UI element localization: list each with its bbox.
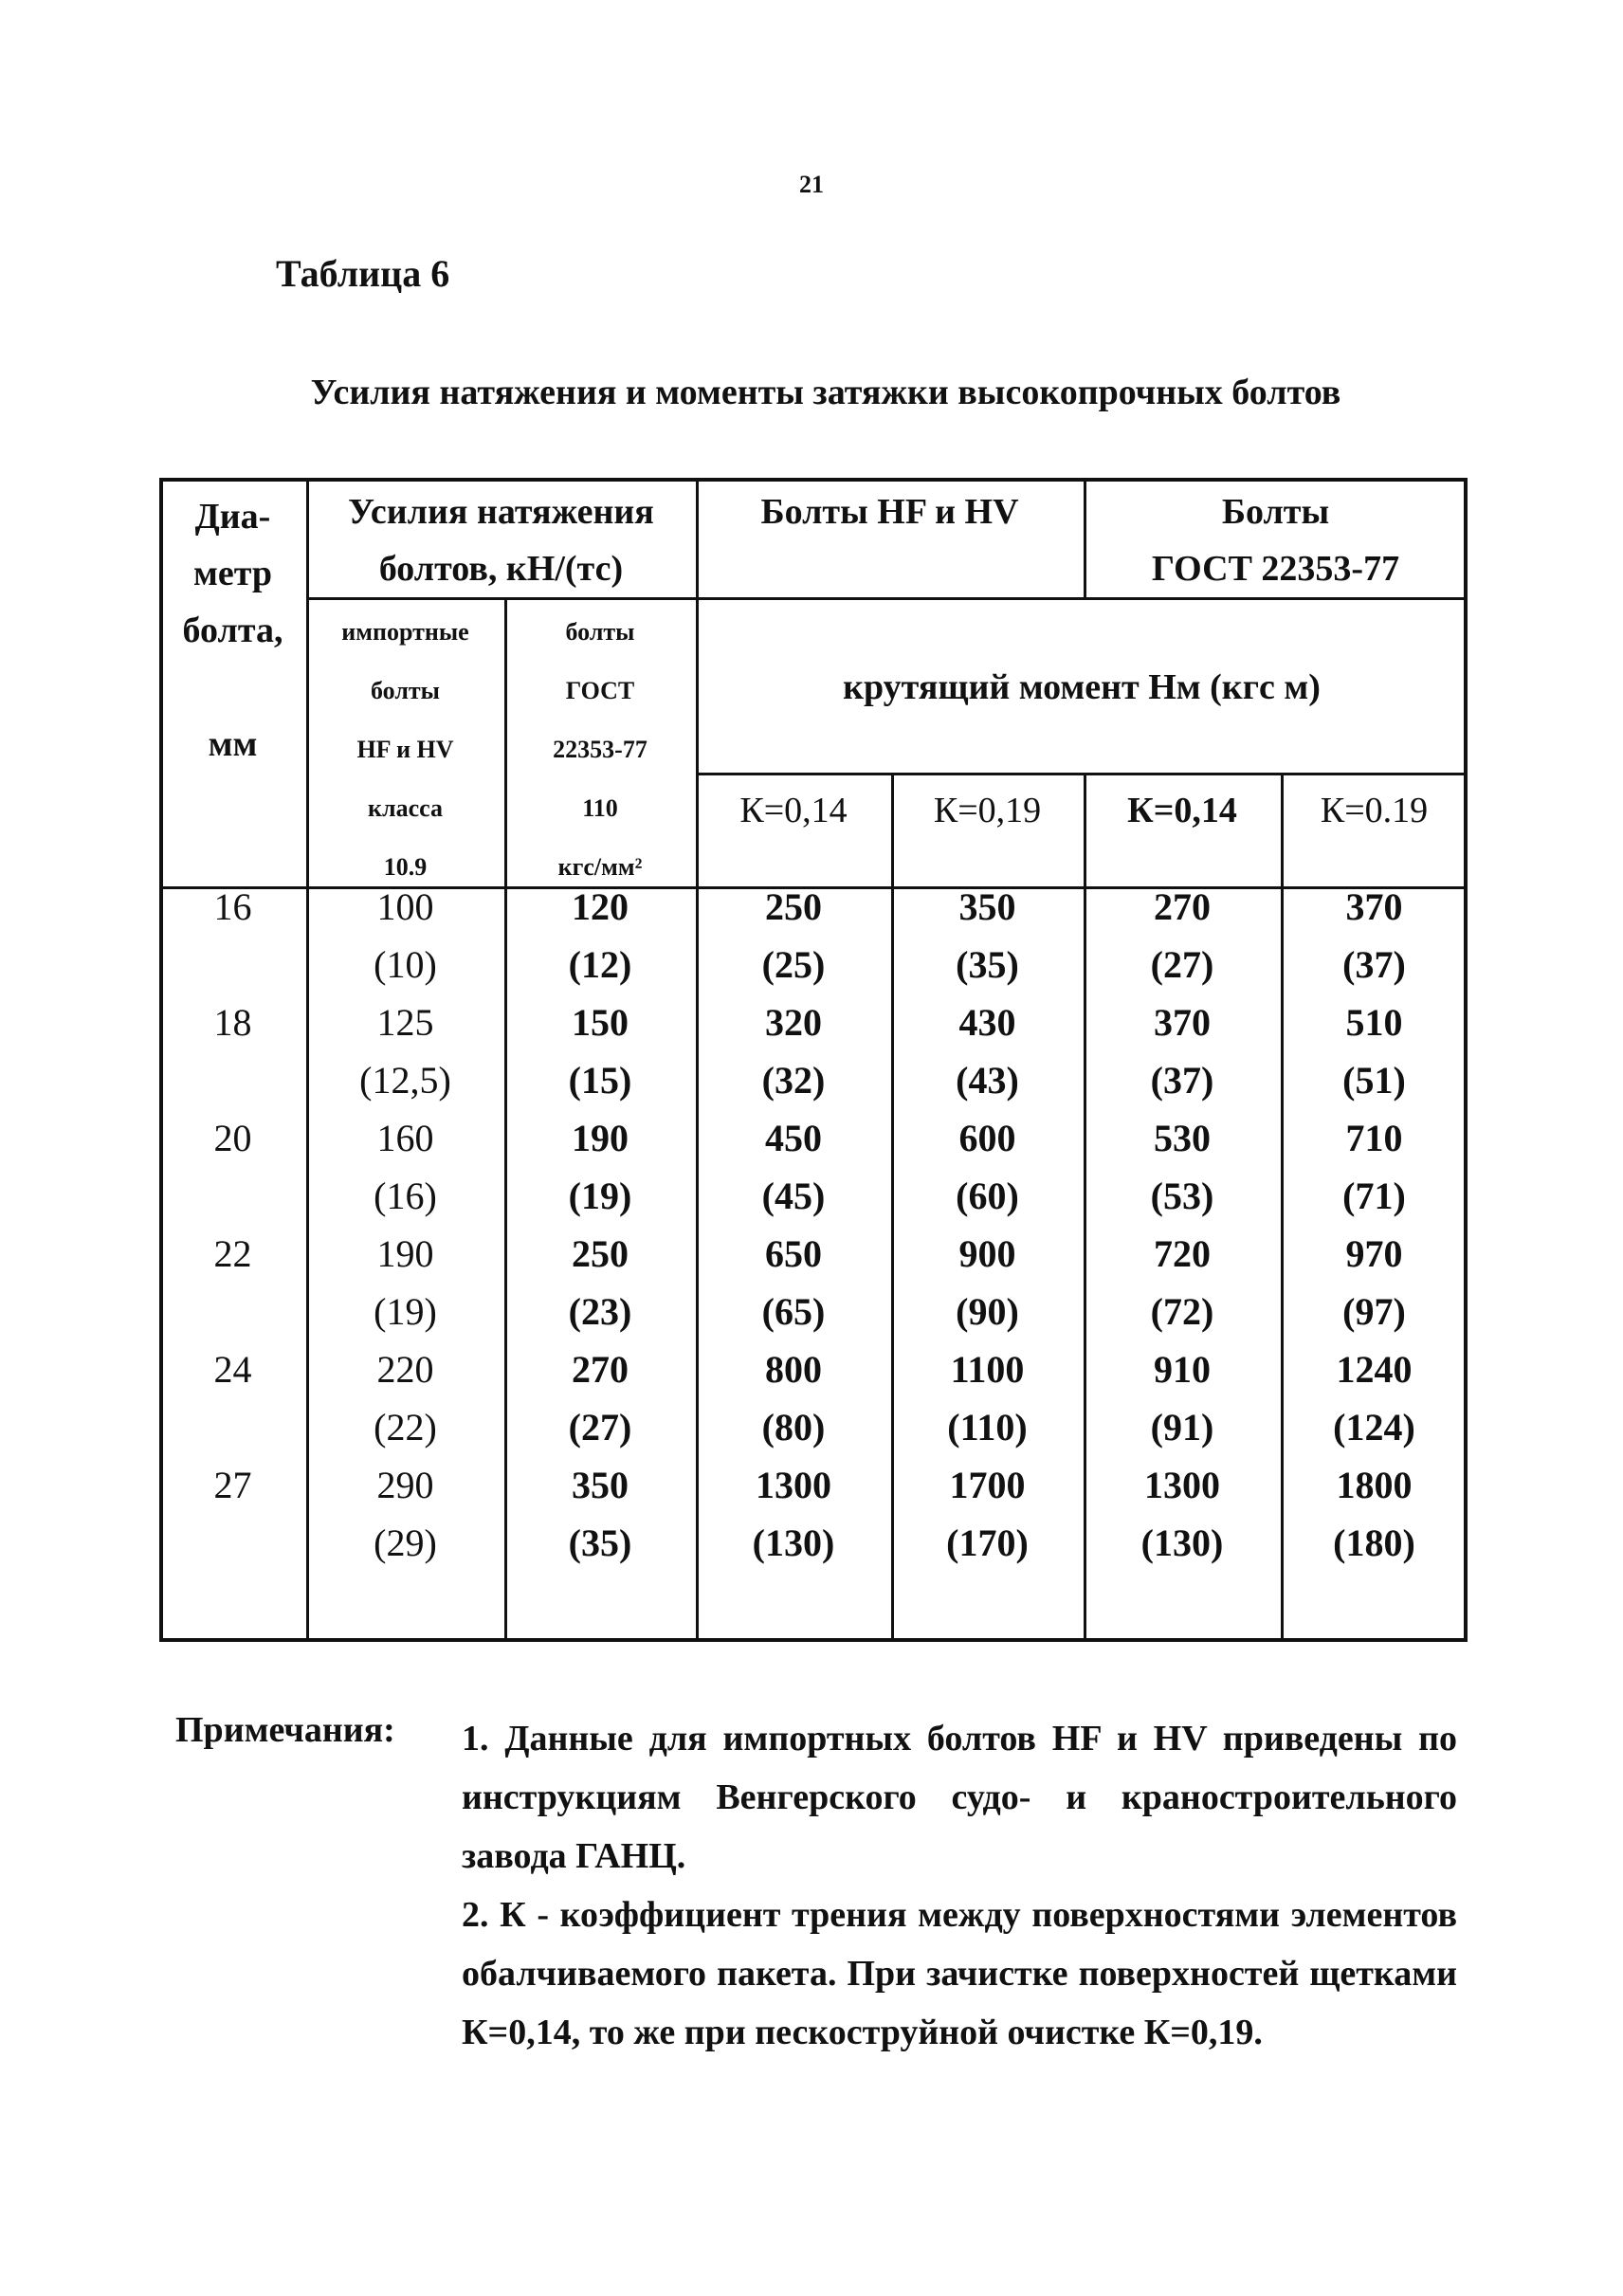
col-hf-k019 [891,878,1084,1572]
table-cell: (97) [1342,1290,1406,1333]
header-import-bolts: импортные болты HF и HV класса 10.9 [341,618,469,881]
header-k-hf-019: К=0,19 [933,791,1042,830]
table-cell: 350 [958,885,1016,928]
table-cell: 1800 [1336,1464,1413,1506]
table-cell: (71) [1342,1175,1406,1217]
page-number: 21 [799,171,824,198]
table-cell: (27) [1150,943,1214,986]
table-cell: (19) [374,1290,437,1333]
table-cell: (72) [1150,1290,1214,1333]
table-cell: 160 [376,1117,434,1159]
table-cell: (51) [1342,1059,1406,1102]
table-cell: 510 [1345,1001,1403,1044]
header-hf-hv: Болты HF и HV [760,492,1019,532]
table-cell: 530 [1154,1117,1211,1159]
table-cell: (16) [374,1175,437,1217]
table-cell: 150 [572,1001,629,1044]
table-cell: 1700 [949,1464,1026,1506]
header-k-hf-014: К=0,14 [739,791,848,830]
table-cell: 710 [1345,1117,1403,1159]
header-tension: Усилия натяжения болтов, кН/(тс) [348,492,654,589]
table-cell [159,1398,306,1456]
table-cell [159,1167,306,1225]
header-gost-bolts: болты ГОСТ 22353-77 110 кгс/мм² [553,618,647,881]
table-cell: (12,5) [359,1059,451,1102]
table-cell: 100 [376,885,434,928]
note-item: 1. Данные для импортных болтов HF и HV приведены по инструкциям Венгерского судо- и краностроительного завода ГАНЦ. [462,1719,1457,1876]
table-cell: 220 [376,1348,434,1391]
table-cell [159,1283,306,1340]
table-cell: (35) [956,943,1019,986]
table-cell: (29) [374,1522,437,1564]
table-cell: 190 [376,1232,434,1275]
table-cell: 450 [765,1117,822,1159]
table-cell: 720 [1154,1232,1211,1275]
header-gost: Болты ГОСТ 22353-77 [1151,492,1400,589]
col-gost-tension [504,878,696,1572]
col-hf-k014 [696,878,891,1572]
table-cell: (91) [1150,1406,1214,1449]
table-cell: 1300 [756,1464,831,1506]
table-cell: 190 [572,1117,629,1159]
table-cell: (10) [374,943,437,986]
table-cell: (45) [761,1175,826,1217]
table-cell: (37) [1150,1059,1214,1102]
table-cell: 910 [1154,1348,1211,1391]
table-cell: 320 [765,1001,822,1044]
table-cell: (80) [761,1406,826,1449]
table-cell: (170) [946,1522,1029,1564]
note-item: 2. К - коэффициент трения между поверхностями элементов обалчиваемого пакета. При зачистке поверхностей щетками К=0,14, то же при пескоструйной очистке К=0,19. [462,1895,1457,2052]
table-cell: 1100 [950,1348,1025,1391]
table-cell: (110) [947,1406,1028,1449]
table-cell: 800 [765,1348,822,1391]
table-cell [159,1514,306,1572]
table-cell: 650 [765,1232,822,1275]
table-cell: (90) [956,1290,1019,1333]
col-gost-k019 [1281,878,1468,1572]
table-cell: 27 [213,1464,252,1506]
table-cell [159,936,306,993]
header-k-gost-019: К=0.19 [1320,791,1429,830]
table-cell: 22 [213,1232,252,1275]
col-diameter [159,878,306,1572]
table-cell: 24 [213,1348,252,1391]
table-cell: 270 [572,1348,629,1391]
table-cell: 290 [376,1464,434,1506]
notes-label: Примечания: [175,1710,395,1750]
table-cell: (27) [568,1406,632,1449]
notes-body [462,1709,1457,2062]
table-cell: (22) [374,1406,437,1449]
table-cell: 250 [765,885,822,928]
col-import-tension [306,878,504,1572]
table-cell: 1240 [1336,1348,1413,1391]
table-caption: Таблица 6 [276,252,450,295]
table-cell: (43) [956,1059,1019,1102]
table-cell: (12) [568,943,632,986]
table-cell: (60) [956,1175,1019,1217]
table-title: Усилия натяжения и моменты затяжки высокопрочных болтов [310,373,1341,412]
table-cell: (15) [568,1059,632,1102]
table-cell: 270 [1154,885,1211,928]
header-diameter: Диа- метр болта, мм [182,497,283,764]
table-cell: (23) [568,1290,632,1333]
table-cell: (124) [1333,1406,1415,1449]
table-cell: 18 [213,1001,252,1044]
table-cell: 16 [213,885,252,928]
table-cell: (53) [1150,1175,1214,1217]
table-cell: 120 [572,885,629,928]
table-cell: (25) [761,943,826,986]
table-cell: (180) [1333,1522,1415,1564]
table-cell: (32) [761,1059,826,1102]
table-cell: 1300 [1144,1464,1220,1506]
table-cell: (35) [568,1522,632,1564]
table-cell: 125 [376,1001,434,1044]
col-gost-k014 [1084,878,1281,1572]
table-cell: (130) [752,1522,835,1564]
table-cell: 900 [958,1232,1016,1275]
table-cell: (130) [1140,1522,1224,1564]
table-cell: 430 [958,1001,1016,1044]
table-cell: 20 [213,1117,252,1159]
table-divider [306,597,1468,600]
table-cell: (37) [1342,943,1406,986]
table-cell: 250 [572,1232,629,1275]
table-cell: (19) [568,1175,632,1217]
header-k-gost-014: К=0,14 [1127,791,1237,830]
table-cell: 600 [958,1117,1016,1159]
table-cell: 370 [1345,885,1403,928]
table-divider [696,773,1468,775]
table-cell: 350 [572,1464,629,1506]
table-cell: (65) [761,1290,826,1333]
header-torque: крутящий момент Нм (кгс м) [843,667,1321,707]
table-cell: 370 [1154,1001,1211,1044]
table-cell [159,1051,306,1109]
table-cell: 970 [1345,1232,1403,1275]
